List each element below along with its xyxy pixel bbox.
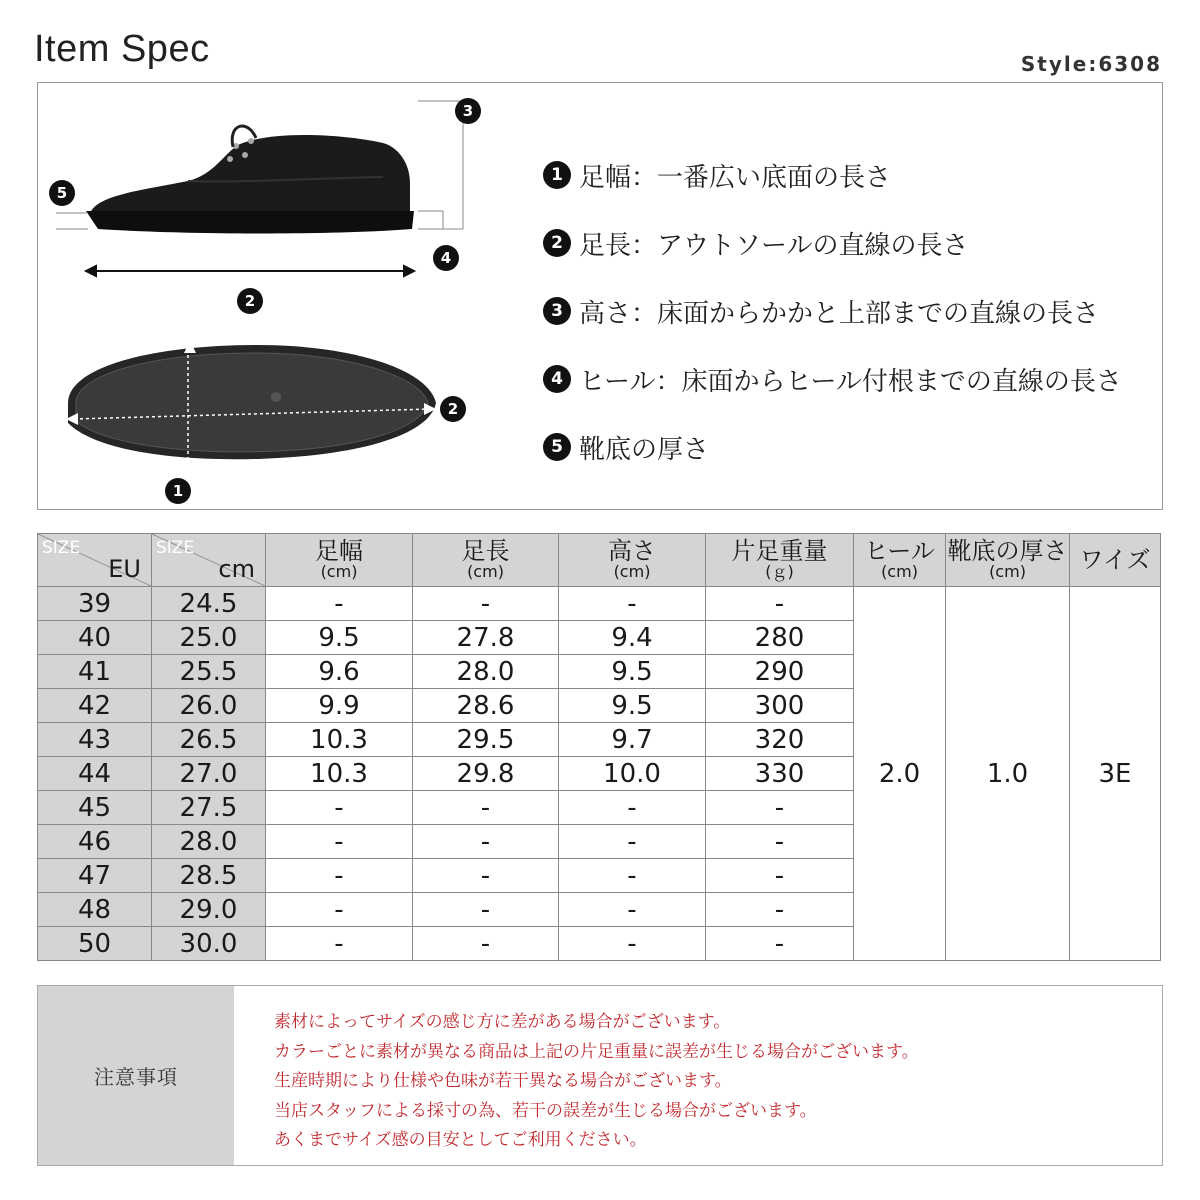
size-cell: 25.5 [152,655,266,689]
svg-text:1: 1 [172,482,184,500]
spec-diagram-panel [37,82,1163,510]
legend-text: 足長：アウトソールの直線の長さ [579,230,969,261]
header-foot-length: 足長 (cm) [413,534,559,587]
size-cell: 46 [38,825,152,859]
legend-item-2 [543,209,1122,277]
number-1-icon: 1 [543,161,571,189]
value-cell: 29.8 [413,757,559,791]
size-cell: 30.0 [152,927,266,961]
value-cell: - [559,791,706,825]
value-cell: 28.6 [413,689,559,723]
size-cell: 40 [38,621,152,655]
value-cell: 10.0 [559,757,706,791]
header-height: 高さ (cm) [559,534,706,587]
value-cell: - [706,927,854,961]
size-cell: 39 [38,587,152,621]
svg-text:2: 2 [244,292,256,310]
shoe-sole-view-image [68,345,436,459]
value-cell: 280 [706,621,854,655]
size-cell: 27.5 [152,791,266,825]
size-cell: 26.5 [152,723,266,757]
size-cell: 47 [38,859,152,893]
size-cell: 24.5 [152,587,266,621]
size-cell: 45 [38,791,152,825]
value-cell: - [559,893,706,927]
sole-value-cell: 1.0 [946,587,1070,961]
value-cell: - [706,791,854,825]
value-cell: 9.5 [559,689,706,723]
value-cell: - [266,587,413,621]
legend-text: 高さ：床面からかかと上部までの直線の長さ [579,298,1100,329]
size-cell: 28.0 [152,825,266,859]
legend-item-1 [543,141,1122,209]
header-wise: ワイズ [1070,534,1161,587]
legend-text: ヒール：床面からヒール付根までの直線の長さ [579,366,1122,397]
value-cell: - [413,859,559,893]
size-cell: 26.0 [152,689,266,723]
notes-panel [37,985,1163,1166]
value-cell: 9.4 [559,621,706,655]
table-row [38,587,1161,621]
svg-text:2: 2 [447,400,459,418]
page-title: Item Spec [34,28,210,70]
style-number: Style:6308 [1020,52,1162,76]
value-cell: 300 [706,689,854,723]
value-cell: 9.5 [266,621,413,655]
size-cell: 25.0 [152,621,266,655]
note-line: あくまでサイズ感の目安としてご利用ください。 [274,1130,647,1150]
header-size-eu: SIZE EU [38,534,152,587]
value-cell: - [413,791,559,825]
value-cell: 320 [706,723,854,757]
svg-text:3: 3 [462,102,474,120]
note-line: カラーごとに素材が異なる商品は上記の片足重量に誤差が生じる場合がございます。 [274,1041,919,1062]
value-cell: - [559,587,706,621]
value-cell: - [413,825,559,859]
number-3-icon: 3 [543,297,571,325]
value-cell: - [266,825,413,859]
table-header-row [38,534,1161,587]
number-5-icon: 5 [543,433,571,461]
value-cell: 10.3 [266,723,413,757]
size-cell: 29.0 [152,893,266,927]
value-cell: 10.3 [266,757,413,791]
shoe-measurement-diagram [38,83,538,511]
value-cell: 29.5 [413,723,559,757]
size-cell: 50 [38,927,152,961]
header-size-cm: SIZE cm [152,534,266,587]
value-cell: - [413,587,559,621]
svg-text:4: 4 [440,249,452,267]
size-cell: 42 [38,689,152,723]
shoe-side-view-image [86,126,414,233]
value-cell: - [413,927,559,961]
number-4-icon: 4 [543,365,571,393]
value-cell: - [559,859,706,893]
number-2-icon: 2 [543,229,571,257]
value-cell: 9.5 [559,655,706,689]
value-cell: 27.8 [413,621,559,655]
measurement-legend [543,141,1122,481]
svg-text:5: 5 [56,184,68,202]
value-cell: 28.0 [413,655,559,689]
note-line: 当店スタッフによる採寸の為、若干の誤差が生じる場合がございます。 [274,1100,817,1121]
legend-item-3 [543,277,1122,345]
header-foot-width: 足幅 (cm) [266,534,413,587]
header-weight: 片足重量 (ｇ) [706,534,854,587]
note-line: 生産時期により仕様や色味が若干異なる場合がございます。 [274,1071,732,1091]
value-cell: - [559,927,706,961]
value-cell: - [706,859,854,893]
value-cell: - [706,587,854,621]
value-cell: - [706,825,854,859]
value-cell: - [266,893,413,927]
notes-label: 注意事項 [38,986,234,1165]
legend-text: 足幅：一番広い底面の長さ [579,162,892,193]
value-cell: - [266,791,413,825]
size-table [37,533,1161,961]
size-cell: 41 [38,655,152,689]
size-cell: 27.0 [152,757,266,791]
size-cell: 48 [38,893,152,927]
heel-value-cell: 2.0 [854,587,946,961]
value-cell: 9.9 [266,689,413,723]
size-cell: 44 [38,757,152,791]
value-cell: 330 [706,757,854,791]
note-line: 素材によってサイズの感じ方に差がある場合がございます。 [274,1012,731,1032]
size-cell: 43 [38,723,152,757]
value-cell: - [559,825,706,859]
notes-list [234,986,919,1165]
value-cell: - [413,893,559,927]
value-cell: - [266,859,413,893]
value-cell: - [706,893,854,927]
header-sole: 靴底の厚さ (cm) [946,534,1070,587]
value-cell: 9.6 [266,655,413,689]
value-cell: 9.7 [559,723,706,757]
legend-text: 靴底の厚さ [579,434,710,465]
size-cell: 28.5 [152,859,266,893]
header-heel: ヒール (cm) [854,534,946,587]
value-cell: 290 [706,655,854,689]
value-cell: - [266,927,413,961]
legend-item-4 [543,345,1122,413]
width-value-cell: 3E [1070,587,1161,961]
legend-item-5 [543,413,1122,481]
